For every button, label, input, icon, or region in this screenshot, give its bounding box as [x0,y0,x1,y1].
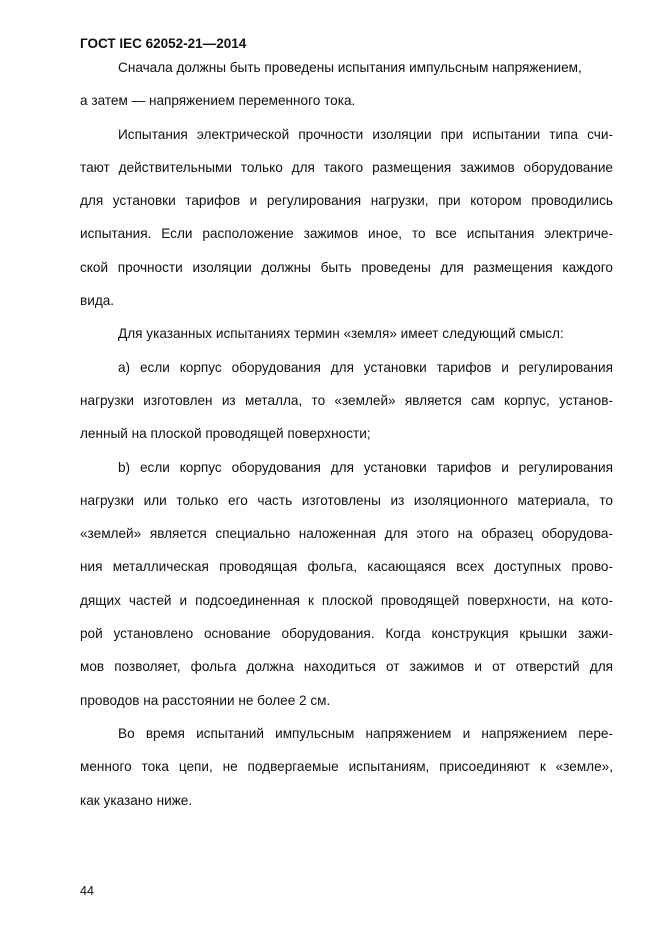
text-line: а затем — напряжением переменного тока. [80,93,356,109]
text-line: вида. [80,293,115,309]
text-line: ленный на плоской проводящей поверхности; [80,426,371,442]
text-line: а) если корпус оборудования для установки тарифов и регулирования [118,359,613,375]
text-line: менного тока цепи, не подвергаемые испытаниям, присоединяют к «земле», [80,759,613,775]
text-line: b) если корпус оборудования для установки тарифов и регулирования [118,459,613,475]
text-line: ния металлическая проводящая фольга, касающаяся всех доступных прово- [80,559,613,575]
text-line: рой установлено основание оборудования. Когда конструкция крышки зажи- [80,626,613,642]
text-line: Сначала должны быть проведены испытания импульсным напряжением, [118,60,582,75]
document-header: ГОСТ IEC 62052-21—2014 [80,36,247,51]
text-line: проводов на расстоянии не более 2 см. [80,692,331,708]
text-line: дящих частей и подсоединенная к плоской проводящей поверхности, на кото- [80,592,613,608]
text-line: для установки тарифов и регулирования нагрузки, при котором проводились [80,193,613,209]
text-line: «землей» является специально наложенная для этого на образец оборудова- [80,526,613,542]
text-line: Во время испытаний импульсным напряжением и напряжением пере- [118,725,613,741]
text-line: тают действительными только для такого размещения зажимов оборудование [80,159,613,175]
text-line: нагрузки или только его часть изготовлены из изоляционного материала, то [80,492,613,508]
page-number: 44 [80,884,94,898]
text-line: испытания. Если расположение зажимов иное, то все испытания электриче- [80,226,613,242]
text-line: как указано ниже. [80,792,193,808]
document-body [80,51,613,817]
text-line: ской прочности изоляции должны быть проведены для размещения каждого [80,259,613,275]
text-line: Для указанных испытаниях термин «земля» имеет следующий смысл: [118,326,564,342]
text-line: нагрузки изготовлен из металла, то «землей» является сам корпус, установ- [80,392,613,408]
text-line: Испытания электрической прочности изоляции при испытании типа счи- [118,126,613,142]
text-line: мов позволяет, фольга должна находиться от зажимов и от отверстий для [80,659,613,675]
